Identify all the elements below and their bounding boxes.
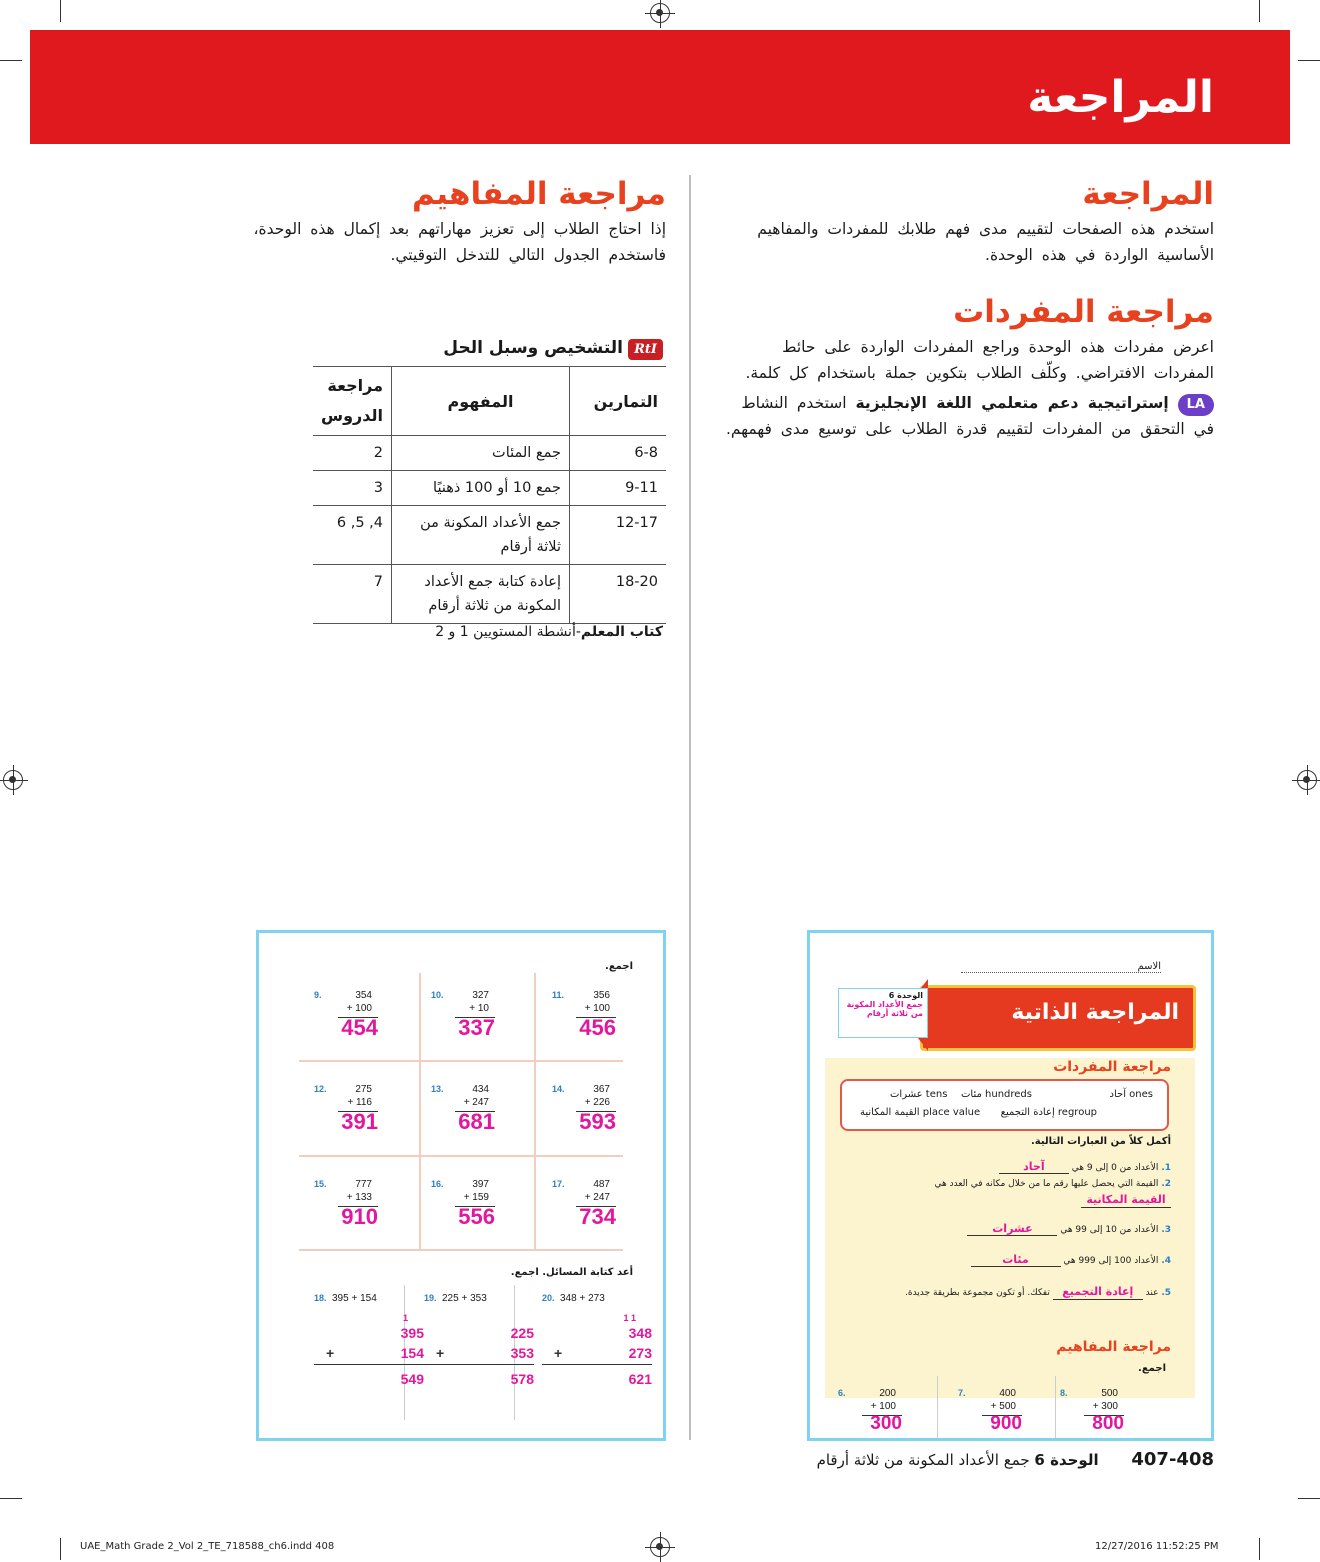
table-header: مراجعة الدروس [321,376,383,425]
rti-heading-text: التشخيص وسبل الحل [443,338,624,358]
page-footer [754,1449,1214,1470]
concept-instruction: اجمع. [1138,1363,1166,1374]
self-review-banner [920,985,1196,1051]
addend: + 100 [346,1003,372,1014]
addend: 354 [355,990,372,1001]
review-text: استخدم هذه الصفحات لتقييم مدى فهم طلابك للمفردات والمفاهيم الأساسية الواردة في هذه الوحدة. [757,220,1214,264]
worksheet-instruction: أعد كتابة المسائل. اجمع. [510,1267,633,1278]
table-cell: 4, 5, 6 [336,515,383,531]
addend: 400 [999,1388,1016,1399]
addend: 397 [472,1179,489,1190]
fill-item-4 [871,1253,1171,1267]
table-header: التمارين [593,391,658,411]
slug-file: UAE_Math Grade 2_Vol 2_TE_718588_ch6.indd 408 [80,1541,335,1552]
addend: + 100 [584,1003,610,1014]
answer: 681 [458,1109,495,1134]
item-number: 4. [1161,1256,1171,1266]
addend: + 116 [347,1097,372,1108]
table-cell: 6-8 [634,445,658,461]
addend: 367 [593,1084,610,1095]
sum-line [424,1364,534,1365]
word-bank [840,1079,1169,1131]
plus-sign: + [326,1345,335,1361]
table-cell: جمع 10 أو 100 ذهنيًا [392,471,570,506]
answer: 621 [628,1371,652,1387]
table-cell: 7 [373,574,383,590]
table-cell: 9-11 [625,480,658,496]
answer: 549 [400,1371,424,1387]
table-cell: إعادة كتابة جمع الأعداد المكونة من ثلاثة أرقام [392,565,570,624]
problem-number: 20. [542,1293,555,1303]
answer: 593 [579,1109,616,1134]
answer: 454 [341,1015,378,1040]
carry-mark: 1 [402,1313,408,1323]
registration-mark-icon [650,1537,670,1557]
fill-item-5 [871,1284,1171,1301]
answer: آحاد [999,1160,1069,1174]
registration-mark-icon [650,3,670,23]
page-title: المراجعة [1027,72,1214,123]
concept-review-text: إذا احتاج الطلاب إلى تعزيز مهاراتهم بعد إكمال هذه الوحدة، فاستخدم الجدول التالي للتدخل التوقيتي. [253,220,666,264]
concept-heading: مراجعة المفاهيم [1056,1339,1171,1355]
problem-number: 11. [552,990,565,1000]
problem-number: 6. [838,1388,846,1398]
problem-number: 8. [1060,1388,1068,1398]
page-numbers: 407-408 [1131,1449,1214,1470]
addend: 356 [593,990,610,1001]
table-header-row [313,367,666,436]
addend: + 247 [463,1097,489,1108]
fill-item-3 [871,1222,1171,1236]
addend: 353 [510,1345,534,1361]
sum-line [314,1364,424,1365]
addend: + 226 [584,1097,610,1108]
addend: 395 [400,1325,424,1341]
addend: + 247 [584,1192,610,1203]
name-line [961,961,1161,973]
item-number: 3. [1161,1225,1171,1235]
answer: 391 [341,1109,378,1134]
item-number: 2. [1161,1179,1171,1189]
la-strategy-text: استخدم النشاط في التحقق من المفردات لتقييم قدرة الطلاب على توسيع مدى فهمهم. [725,394,1214,438]
grid-line [937,1376,938,1438]
problem-number: 19. [424,1293,437,1303]
addend: 487 [593,1179,610,1190]
la-badge: LA [1178,394,1214,416]
item-number: 1. [1161,1163,1171,1173]
answer: 300 [870,1413,902,1434]
chapter-tag [838,988,928,1038]
table-row [313,471,666,506]
footer-chapter: الوحدة 6 [1034,1451,1099,1469]
plus-sign: + [436,1345,445,1361]
sum-line [542,1364,652,1365]
addend: 348 [628,1325,652,1341]
workbook-note [313,624,663,640]
word-bank-item: عشرات tens [890,1089,948,1100]
fill-item-1 [871,1160,1171,1174]
workbook-title: كتاب المعلم [580,624,663,640]
table-header: المفهوم [392,367,570,436]
la-strategy-title: إستراتيجية دعم متعلمي اللغة الإنجليزية [855,394,1169,412]
problem-text: 348 + 273 [560,1293,605,1304]
addend: 273 [628,1345,652,1361]
table-cell: جمع المئات [392,436,570,471]
chapter-label: الوحدة 6 [888,991,923,1000]
answer: عشرات [967,1222,1057,1236]
grid-line [419,973,421,1249]
footer-chapter-title: جمع الأعداد المكونة من ثلاثة أرقام [816,1451,1030,1469]
crop-mark [60,0,61,22]
table-row [313,565,666,624]
addend: + 300 [1092,1401,1118,1412]
problem-number: 18. [314,1293,327,1303]
registration-mark-icon [1297,770,1317,790]
addend: 154 [400,1345,424,1361]
word-bank-item: إعادة التجميع regroup [1000,1107,1097,1118]
answer: 900 [990,1413,1022,1434]
fill-instruction: أكمل كلاً من العبارات التالية. [1030,1136,1171,1147]
rti-heading [313,338,663,360]
addend: + 100 [870,1401,896,1412]
problem-number: 17. [552,1179,565,1189]
workbook-text: -أنشطة المستويين 1 و 2 [435,624,581,640]
item-text: الأعداد من 10 إلى 99 هي [1060,1225,1159,1235]
registration-mark-icon [3,770,23,790]
addend: 327 [472,990,489,1001]
vocab-heading: مراجعة المفردات [1053,1059,1171,1075]
answer: 910 [341,1204,378,1229]
problem-number: 10. [431,990,444,1000]
plus-sign: + [554,1345,563,1361]
item-number: 5. [1161,1288,1171,1298]
name-label: الاسم [1137,961,1161,972]
vocab-review-title: مراجعة المفردات [953,294,1214,330]
answer: 578 [510,1371,534,1387]
addend: + 10 [469,1003,489,1014]
answer: مئات [971,1253,1061,1267]
addend: 434 [472,1084,489,1095]
crop-mark [0,1498,22,1499]
item-text: عند [1145,1288,1159,1298]
item-text: تفكك. أو تكون مجموعة بطريقة جديدة. [905,1288,1050,1298]
grid-line [534,973,536,1249]
crop-mark [0,60,22,61]
word-bank-item: آحاد ones [1109,1089,1153,1100]
review-title: المراجعة [1082,176,1214,212]
answer: 556 [458,1204,495,1229]
grid-line [299,1249,623,1251]
addend: 200 [879,1388,896,1399]
answer: 800 [1092,1413,1124,1434]
addend: 500 [1101,1388,1118,1399]
crop-mark [60,1538,61,1560]
addend: 777 [355,1179,372,1190]
table-cell: 18-20 [615,574,658,590]
problem-number: 13. [431,1084,444,1094]
item-text: القيمة التي يحصل عليها رقم ما من خلال مكانه في العدد هي [934,1179,1159,1189]
problem-number: 9. [314,990,322,1000]
grid-line [1055,1376,1056,1438]
answer: القيمة المكانية [1081,1192,1171,1208]
table-cell: 12-17 [615,515,658,531]
crop-mark [1298,60,1320,61]
grid-line [299,1155,623,1157]
vocab-review-section [714,294,1214,442]
rti-table [313,366,666,624]
addend: 225 [510,1325,534,1341]
problem-number: 16. [431,1179,444,1189]
slug-date: 12/27/2016 11:52:25 PM [1095,1541,1219,1552]
header-banner [30,30,1290,144]
worksheet-instruction: اجمع. [605,961,633,972]
self-review-title: المراجعة الذاتية [1011,1000,1179,1025]
word-bank-item: القيمة المكانية place value [860,1107,981,1118]
answer: إعادة التجميع [1053,1284,1143,1300]
review-section [714,176,1214,268]
addend: + 133 [346,1192,372,1203]
addend: + 500 [990,1401,1016,1412]
answer: 456 [579,1015,616,1040]
table-cell: جمع الأعداد المكونة من ثلاثة أرقام [392,506,570,565]
crop-mark [1298,1498,1320,1499]
crop-mark [1259,0,1260,22]
concept-review-section [190,176,666,268]
answer: 337 [458,1015,495,1040]
problem-number: 15. [314,1179,327,1189]
grid-line [299,1060,623,1062]
carry-mark: 1 1 [623,1313,636,1323]
table-row [313,506,666,565]
problem-text: 225 + 353 [442,1293,487,1304]
table-row [313,436,666,471]
chapter-subtitle: جمع الأعداد المكونة من ثلاثة أرقام [846,1000,923,1018]
column-divider [689,175,691,1440]
rti-badge: RtI [628,339,663,360]
problem-number: 14. [552,1084,565,1094]
problem-number: 12. [314,1084,327,1094]
table-cell: 2 [373,445,383,461]
concept-review-title: مراجعة المفاهيم [412,176,666,212]
table-cell: 3 [373,480,383,496]
word-bank-item: مئات hundreds [961,1089,1032,1100]
problem-text: 395 + 154 [332,1293,377,1304]
item-text: الأعداد 100 إلى 999 هي [1063,1256,1159,1266]
la-strategy [714,390,1214,442]
crop-mark [1259,1538,1260,1560]
item-text: الأعداد من 0 إلى 9 هي [1071,1163,1159,1173]
worksheet-right [807,930,1214,1441]
problem-number: 7. [958,1388,966,1398]
vocab-review-text: اعرض مفردات هذه الوحدة وراجع المفردات الواردة على حائط المفردات الافتراضي. وكلّف الطلاب بتكوين جملة باستخدام كل كلمة. [745,338,1214,382]
addend: + 159 [463,1192,489,1203]
answer: 734 [579,1204,616,1229]
addend: 275 [355,1084,372,1095]
worksheet-left [256,930,666,1441]
fill-item-2 [861,1177,1171,1209]
